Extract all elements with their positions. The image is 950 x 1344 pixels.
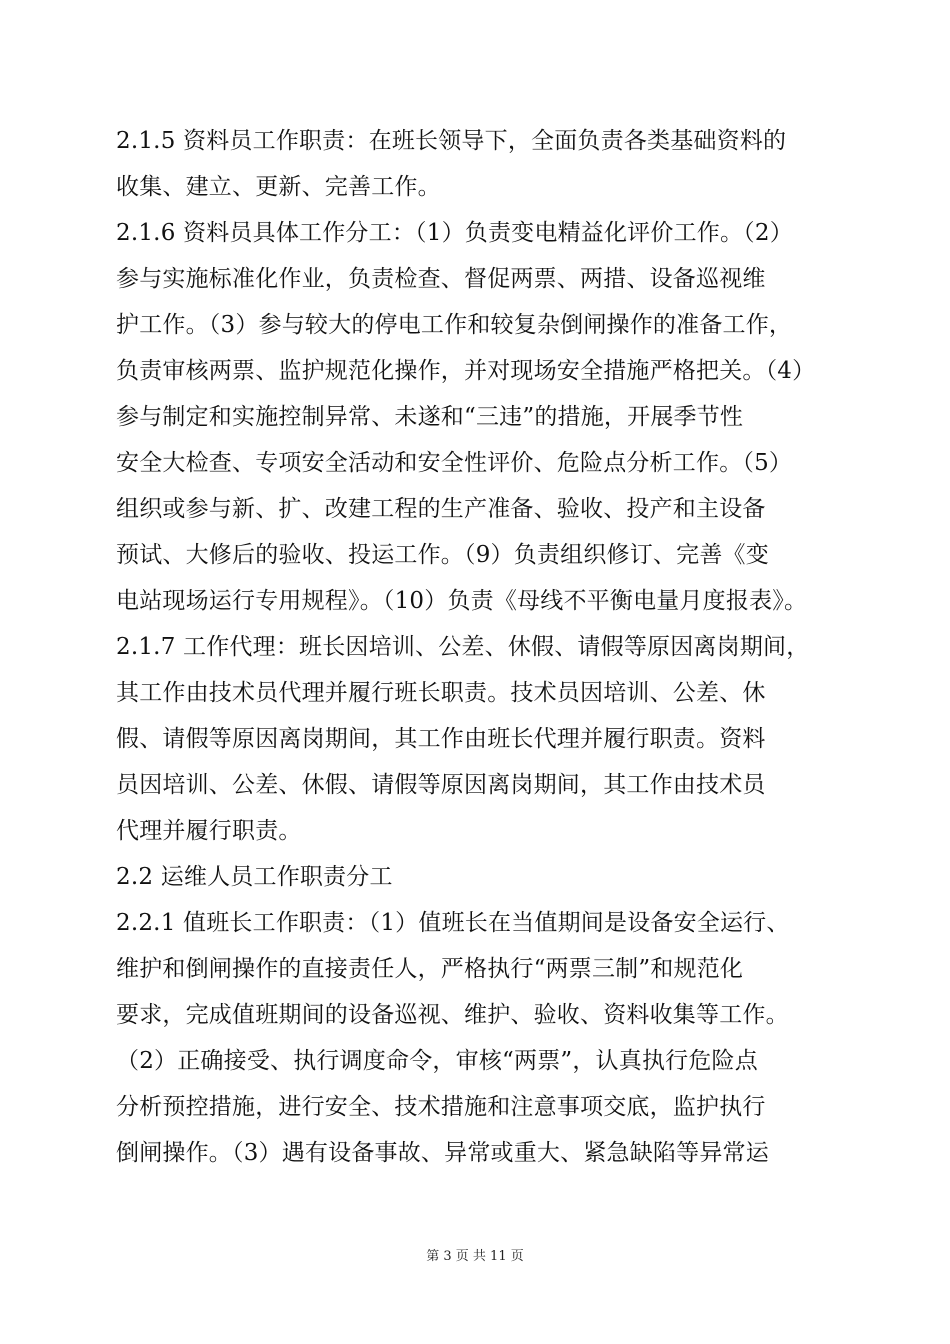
text-line-4: 参与实施标准化作业，负责检查、督促两票、两措、设备巡视维	[116, 266, 766, 292]
text-line-1: 2.1.5 资料员工作职责：在班长领导下，全面负责各类基础资料的	[116, 128, 787, 154]
text-line-21: （2）正确接受、执行调度命令，审核“两票”，认真执行危险点	[116, 1048, 758, 1074]
text-line-2: 收集、建立、更新、完善工作。	[116, 174, 441, 200]
text-line-18: 2.2.1 值班长工作职责：（1）值班长在当值期间是设备安全运行、	[116, 910, 790, 936]
text-line-10: 预试、大修后的验收、投运工作。（9）负责组织修订、完善《变	[116, 542, 769, 568]
text-line-19: 维护和倒闸操作的直接责任人，严格执行“两票三制”和规范化	[116, 956, 744, 982]
text-line-23: 倒闸操作。（3）遇有设备事故、异常或重大、紧急缺陷等异常运	[116, 1140, 769, 1166]
text-line-9: 组织或参与新、扩、改建工程的生产准备、验收、投产和主设备	[116, 496, 766, 522]
text-line-15: 员因培训、公差、休假、请假等原因离岗期间，其工作由技术员	[116, 772, 766, 798]
document-body	[116, 118, 836, 1176]
text-line-11: 电站现场运行专用规程》。（10）负责《母线不平衡电量月度报表》。	[116, 588, 808, 614]
text-line-13: 其工作由技术员代理并履行班长职责。技术员因培训、公差、休	[116, 680, 766, 706]
text-line-16: 代理并履行职责。	[116, 818, 302, 844]
text-line-14: 假、请假等原因离岗期间，其工作由班长代理并履行职责。资料	[116, 726, 766, 752]
text-line-8: 安全大检查、专项安全活动和安全性评价、危险点分析工作。（5）	[116, 450, 793, 476]
text-line-6: 负责审核两票、监护规范化操作，并对现场安全措施严格把关。（4）	[116, 358, 816, 384]
text-line-20: 要求，完成值班期间的设备巡视、维护、验收、资料收集等工作。	[116, 1002, 789, 1028]
text-line-12: 2.1.7 工作代理：班长因培训、公差、休假、请假等原因离岗期间，	[116, 634, 810, 660]
text-line-17: 2.2 运维人员工作职责分工	[116, 864, 393, 890]
page-number-footer: 第 3 页 共 11 页	[426, 1249, 524, 1264]
text-line-5: 护工作。（3）参与较大的停电工作和较复杂倒闸操作的准备工作，	[116, 312, 793, 338]
text-line-3: 2.1.6 资料员具体工作分工：（1）负责变电精益化评价工作。（2）	[116, 220, 793, 246]
text-line-22: 分析预控措施，进行安全、技术措施和注意事项交底，监护执行	[116, 1094, 766, 1120]
text-line-7: 参与制定和实施控制异常、未遂和“三违”的措施，开展季节性	[116, 404, 744, 430]
